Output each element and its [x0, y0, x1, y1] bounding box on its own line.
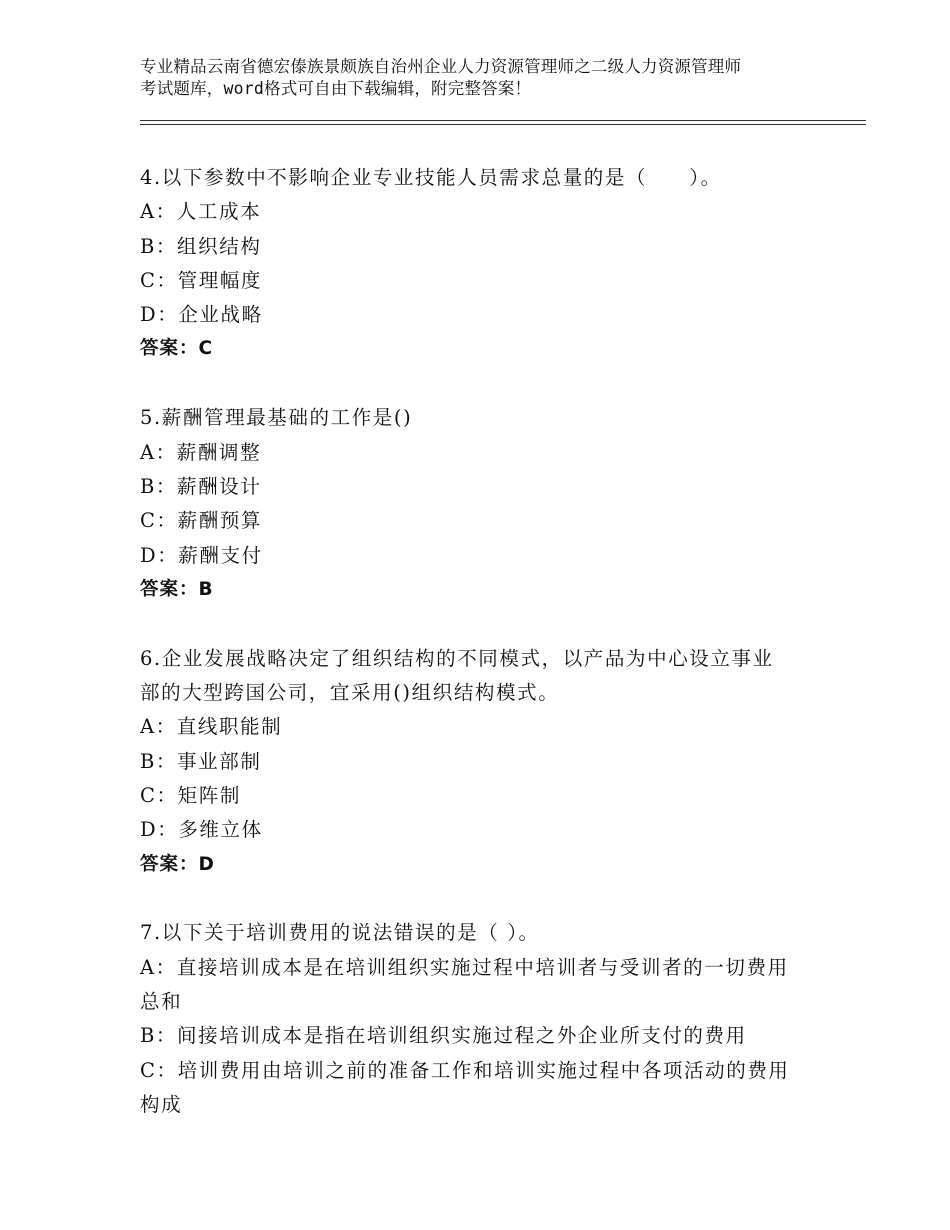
option-text: C：矩阵制 [140, 783, 241, 807]
option-text: D：企业战略 [140, 303, 263, 327]
option-text: A：直接培训成本是在培训组织实施过程中培训者与受训者的一切费用 [140, 955, 789, 979]
question-text: 部的大型跨国公司，宜采用()组织结构模式。 [140, 681, 560, 705]
question-block [140, 642, 840, 882]
option-text: B：事业部制 [140, 749, 262, 773]
option-text: C：培训费用由培训之前的准备工作和培训实施过程中各项活动的费用 [140, 1058, 790, 1082]
question-gap [140, 882, 840, 917]
question-block [140, 916, 840, 1122]
document-header [140, 56, 840, 100]
header-divider [140, 120, 866, 121]
question-gap [140, 367, 840, 402]
option-text: B：组织结构 [140, 234, 262, 258]
answer-text: 答案：D [140, 853, 215, 875]
answer-text: 答案：C [140, 338, 214, 360]
header-line: 专业精品云南省德宏傣族景颇族自治州企业人力资源管理师之二级人力资源管理师 [140, 57, 742, 76]
header-divider [140, 124, 866, 125]
option-text: 构成 [140, 1092, 183, 1116]
answer-text: 答案：B [140, 578, 214, 600]
question-text: 6.企业发展战略决定了组织结构的不同模式，以产品为中心设立事业 [140, 646, 774, 670]
option-text: B：薪酬设计 [140, 474, 262, 498]
option-text: D：薪酬支付 [140, 543, 263, 567]
option-text: B：间接培训成本是指在培训组织实施过程之外企业所支付的费用 [140, 1024, 747, 1048]
option-text: D：多维立体 [140, 818, 263, 842]
option-text: A：直线职能制 [140, 715, 283, 739]
option-text: C：管理幅度 [140, 268, 263, 292]
question-list [140, 161, 840, 1122]
question-block [140, 401, 840, 607]
question-text: 4.以下参数中不影响企业专业技能人员需求总量的是（ ）。 [140, 166, 722, 189]
question-block [140, 161, 840, 367]
question-text: 7.以下关于培训费用的说法错误的是（ ）。 [140, 921, 540, 945]
question-gap [140, 607, 840, 642]
option-text: A：薪酬调整 [140, 440, 262, 464]
option-text: 总和 [140, 990, 183, 1014]
header-line: 考试题库，word格式可自由下载编辑，附完整答案！ [140, 79, 532, 98]
option-text: A：人工成本 [140, 200, 262, 224]
question-text: 5.薪酬管理最基础的工作是() [140, 406, 413, 430]
option-text: C：薪酬预算 [140, 509, 263, 533]
